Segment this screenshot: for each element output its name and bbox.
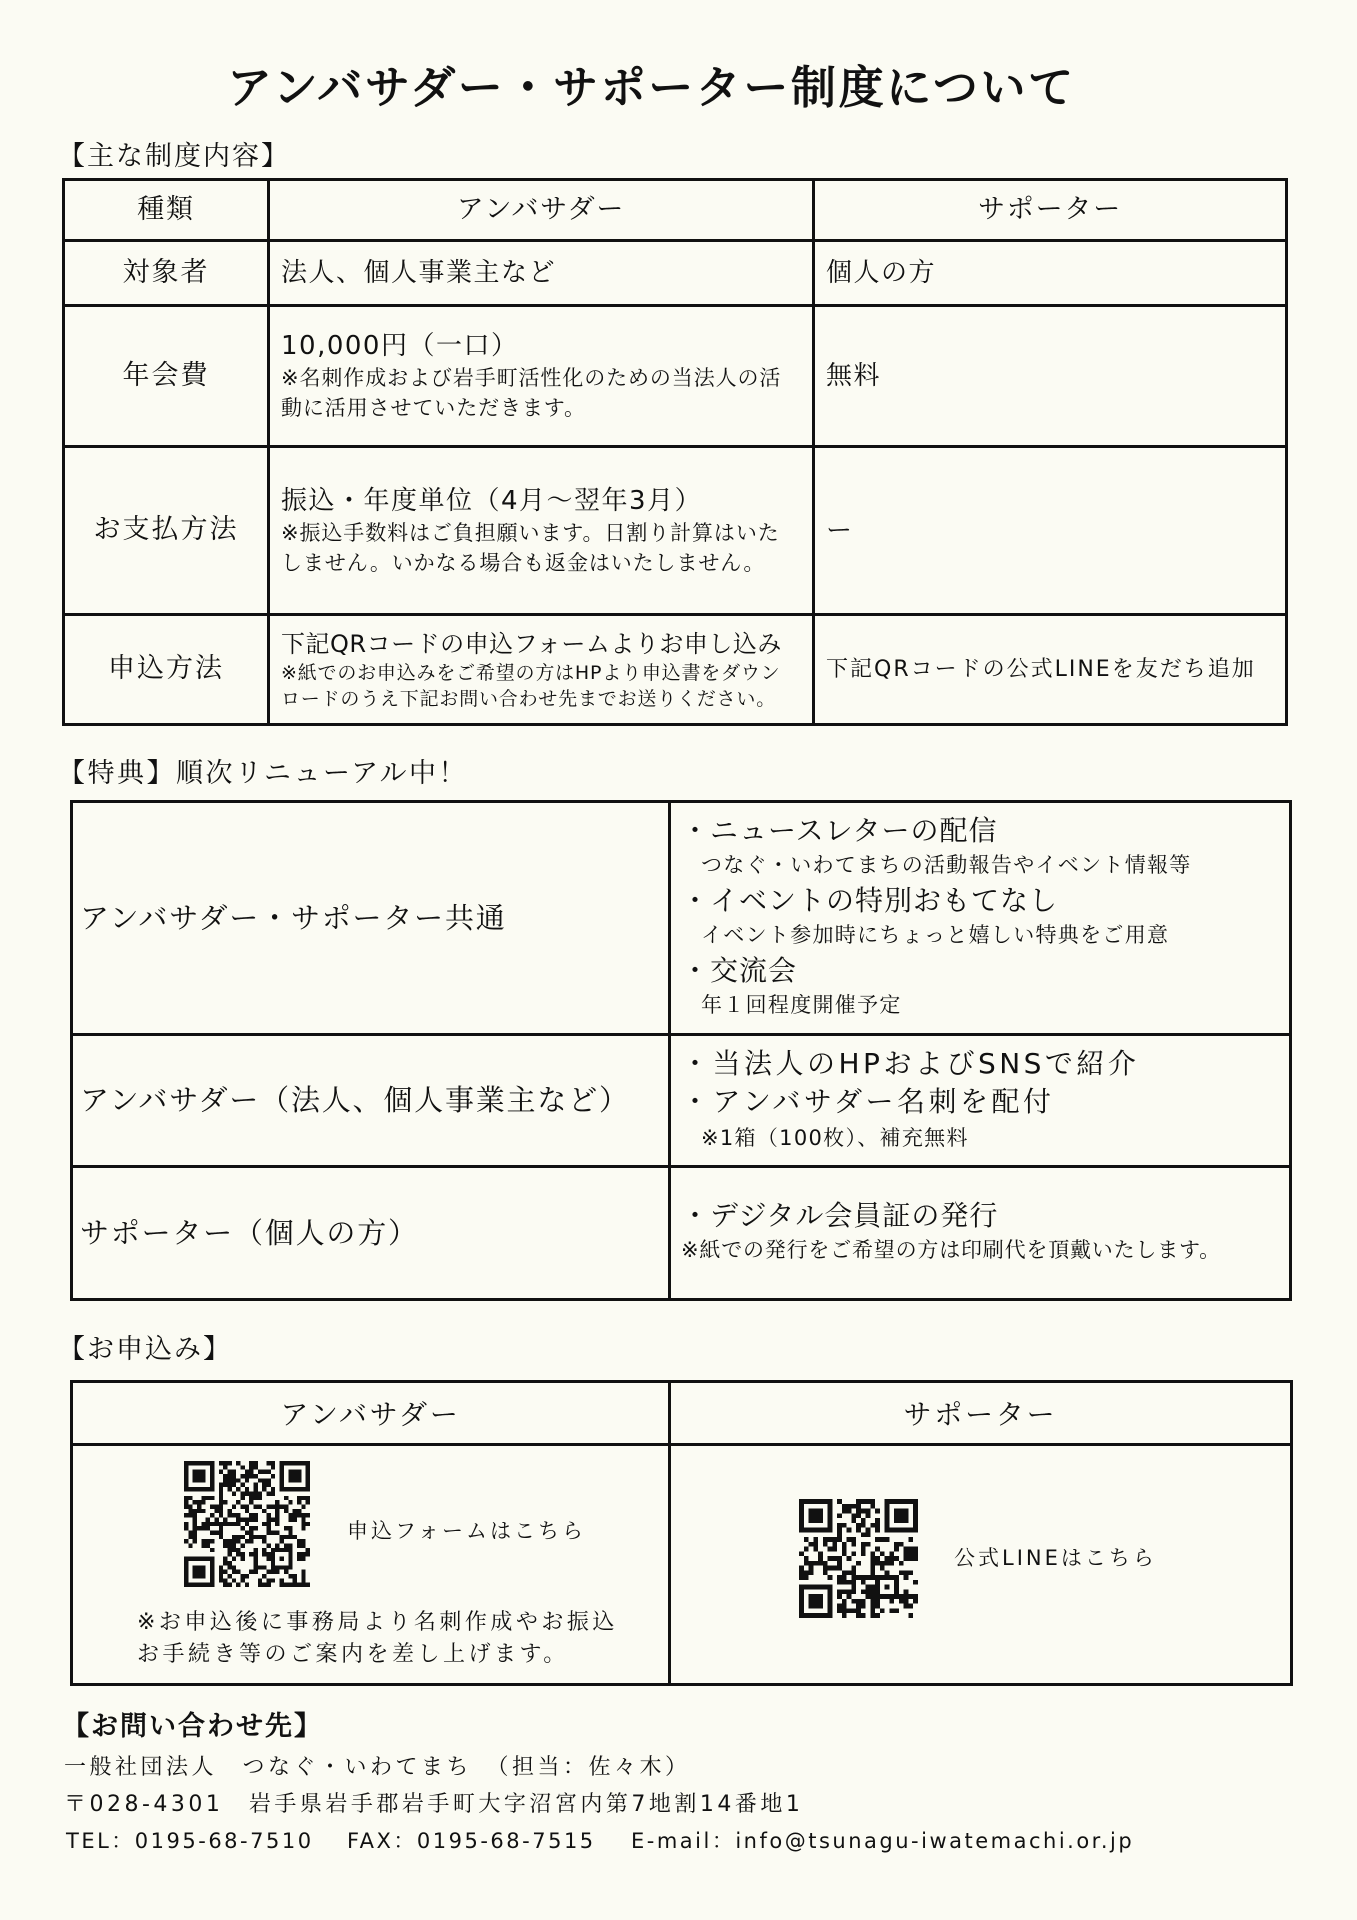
benefits-table: [70, 800, 1292, 1301]
benefit-item-title: ・デジタル会員証の発行: [681, 1199, 999, 1232]
apply-body-supporter: [671, 1446, 1290, 1683]
contact-address: 〒028-4301 岩手県岩手郡岩手町大字沼宮内第7地割14番地1: [64, 1792, 804, 1817]
column-header-ambassador: アンバサダー: [456, 193, 626, 225]
header-cell-supporter: [815, 181, 1285, 239]
ambassador-target-value: 法人、個人事業主など: [281, 258, 557, 288]
application-form-qr-code: [184, 1461, 310, 1587]
ambassador-payment-note: ※振込手数料はご負担願います。日割り計算はいたしません。いかなる場合も返金はいたしません。: [281, 520, 780, 575]
benefit-item-note: ※紙での発行をご希望の方は印刷代を頂戴いたします。: [681, 1238, 1221, 1262]
apply-header-supporter: [671, 1383, 1290, 1443]
supporter-payment-value: ー: [826, 515, 854, 546]
ambassador-target-cell: [270, 242, 812, 304]
ambassador-payment-cell: [270, 448, 812, 613]
row-label-fee: 年会費: [122, 359, 210, 391]
column-header-supporter: サポーター: [978, 193, 1122, 225]
official-line-qr-caption: 公式LINEはこちら: [954, 1546, 1157, 1570]
page-title: アンバサダー・サポーター制度について: [227, 61, 1076, 114]
supporter-application-value: 下記QRコードの公式LINEを友だち追加: [826, 656, 1256, 682]
row-label-target: 対象者: [122, 256, 210, 288]
supporter-fee-value: 無料: [826, 361, 882, 391]
benefit-label-cell-ambassador: [73, 1036, 668, 1165]
apply-table: [70, 1380, 1293, 1686]
benefit-item-title: ・交流会: [681, 954, 798, 987]
contact-tel: TEL：0195-68-7510: [66, 1829, 314, 1853]
benefit-item-title: ・ニュースレターの配信: [681, 814, 998, 847]
header-cell-ambassador: [270, 181, 812, 239]
qr-modules: [799, 1499, 918, 1618]
overview-table: [62, 178, 1288, 726]
benefit-item-note: イベント参加時にちょっと嬉しい特典をご用意: [701, 923, 1170, 947]
apply-header-ambassador-label: アンバサダー: [280, 1398, 461, 1431]
row-label-cell-application: [65, 616, 267, 723]
benefit-items-supporter: [671, 1168, 1289, 1298]
overview-heading: 【主な制度内容】: [58, 141, 290, 172]
header-cell-type: [65, 181, 267, 239]
row-label-cell-fee: [65, 307, 267, 445]
supporter-target-cell: [815, 242, 1285, 304]
benefits-heading: 【特典】順次リニューアル中！: [58, 758, 469, 789]
supporter-application-cell: [815, 616, 1285, 723]
row-label-cell-target: [65, 242, 267, 304]
contact-organization: 一般社団法人 つなぐ・いわてまち （担当：佐々木）: [64, 1755, 691, 1780]
apply-header-supporter-label: サポーター: [903, 1398, 1058, 1431]
benefit-items-ambassador: [671, 1036, 1289, 1165]
contact-fax: FAX：0195-68-7515: [347, 1829, 596, 1853]
supporter-payment-cell: [815, 448, 1285, 613]
ambassador-application-cell: [270, 616, 812, 723]
benefit-item-note: 年１回程度開催予定: [701, 993, 902, 1017]
benefit-item-title: ・アンバサダー名刺を配付: [681, 1085, 1055, 1118]
benefit-item-note: ※1箱（100枚）、補充無料: [701, 1126, 969, 1150]
benefit-item-title: ・イベントの特別おもてなし: [681, 884, 1059, 917]
ambassador-application-value: 下記QRコードの申込フォームよりお申し込み: [281, 629, 782, 658]
ambassador-fee-value: 10,000円（一口）: [281, 331, 519, 361]
row-label-payment: お支払方法: [93, 514, 239, 546]
qr-modules: [184, 1461, 310, 1587]
supporter-fee-cell: [815, 307, 1285, 445]
benefit-label-supporter: サポーター（個人の方）: [80, 1215, 419, 1250]
benefit-label-ambassador: アンバサダー（法人、個人事業主など）: [80, 1083, 630, 1118]
benefit-item-title: ・当法人のHPおよびSNSで紹介: [681, 1047, 1140, 1080]
column-header-type: 種類: [137, 193, 195, 225]
benefit-label-common: アンバサダー・サポーター共通: [80, 900, 507, 935]
benefit-label-cell-supporter: [73, 1168, 668, 1298]
ambassador-fee-cell: [270, 307, 812, 445]
benefit-item-note: つなぐ・いわてまちの活動報告やイベント情報等: [701, 853, 1192, 877]
benefit-label-cell-common: [73, 803, 668, 1033]
ambassador-fee-note: ※名刺作成および岩手町活性化のための当法人の活動に活用させていただきます。: [281, 366, 782, 420]
contact-heading: 【お問い合わせ先】: [62, 1711, 323, 1742]
apply-header-ambassador: [73, 1383, 668, 1443]
row-label-application: 申込方法: [108, 653, 224, 685]
ambassador-application-note: ※紙でのお申込みをご希望の方はHPより申込書をダウンロードのうえ下記お問い合わせ先までお送りください。: [281, 661, 781, 710]
benefit-items-common: [671, 803, 1289, 1033]
ambassador-payment-value: 振込・年度単位（4月～翌年3月）: [281, 485, 703, 516]
supporter-target-value: 個人の方: [826, 258, 937, 288]
apply-note: ※お申込後に事務局より名刺作成やお振込お手続き等のご案内を差し上げます。: [137, 1610, 618, 1667]
row-label-cell-payment: [65, 448, 267, 613]
official-line-qr-code: [799, 1499, 918, 1618]
apply-heading: 【お申込み】: [58, 1334, 232, 1365]
contact-email: E-mail：info@tsunagu-iwatemachi.or.jp: [631, 1829, 1135, 1853]
apply-body-ambassador: [73, 1446, 668, 1683]
application-form-qr-caption: 申込フォームはこちら: [347, 1519, 586, 1543]
